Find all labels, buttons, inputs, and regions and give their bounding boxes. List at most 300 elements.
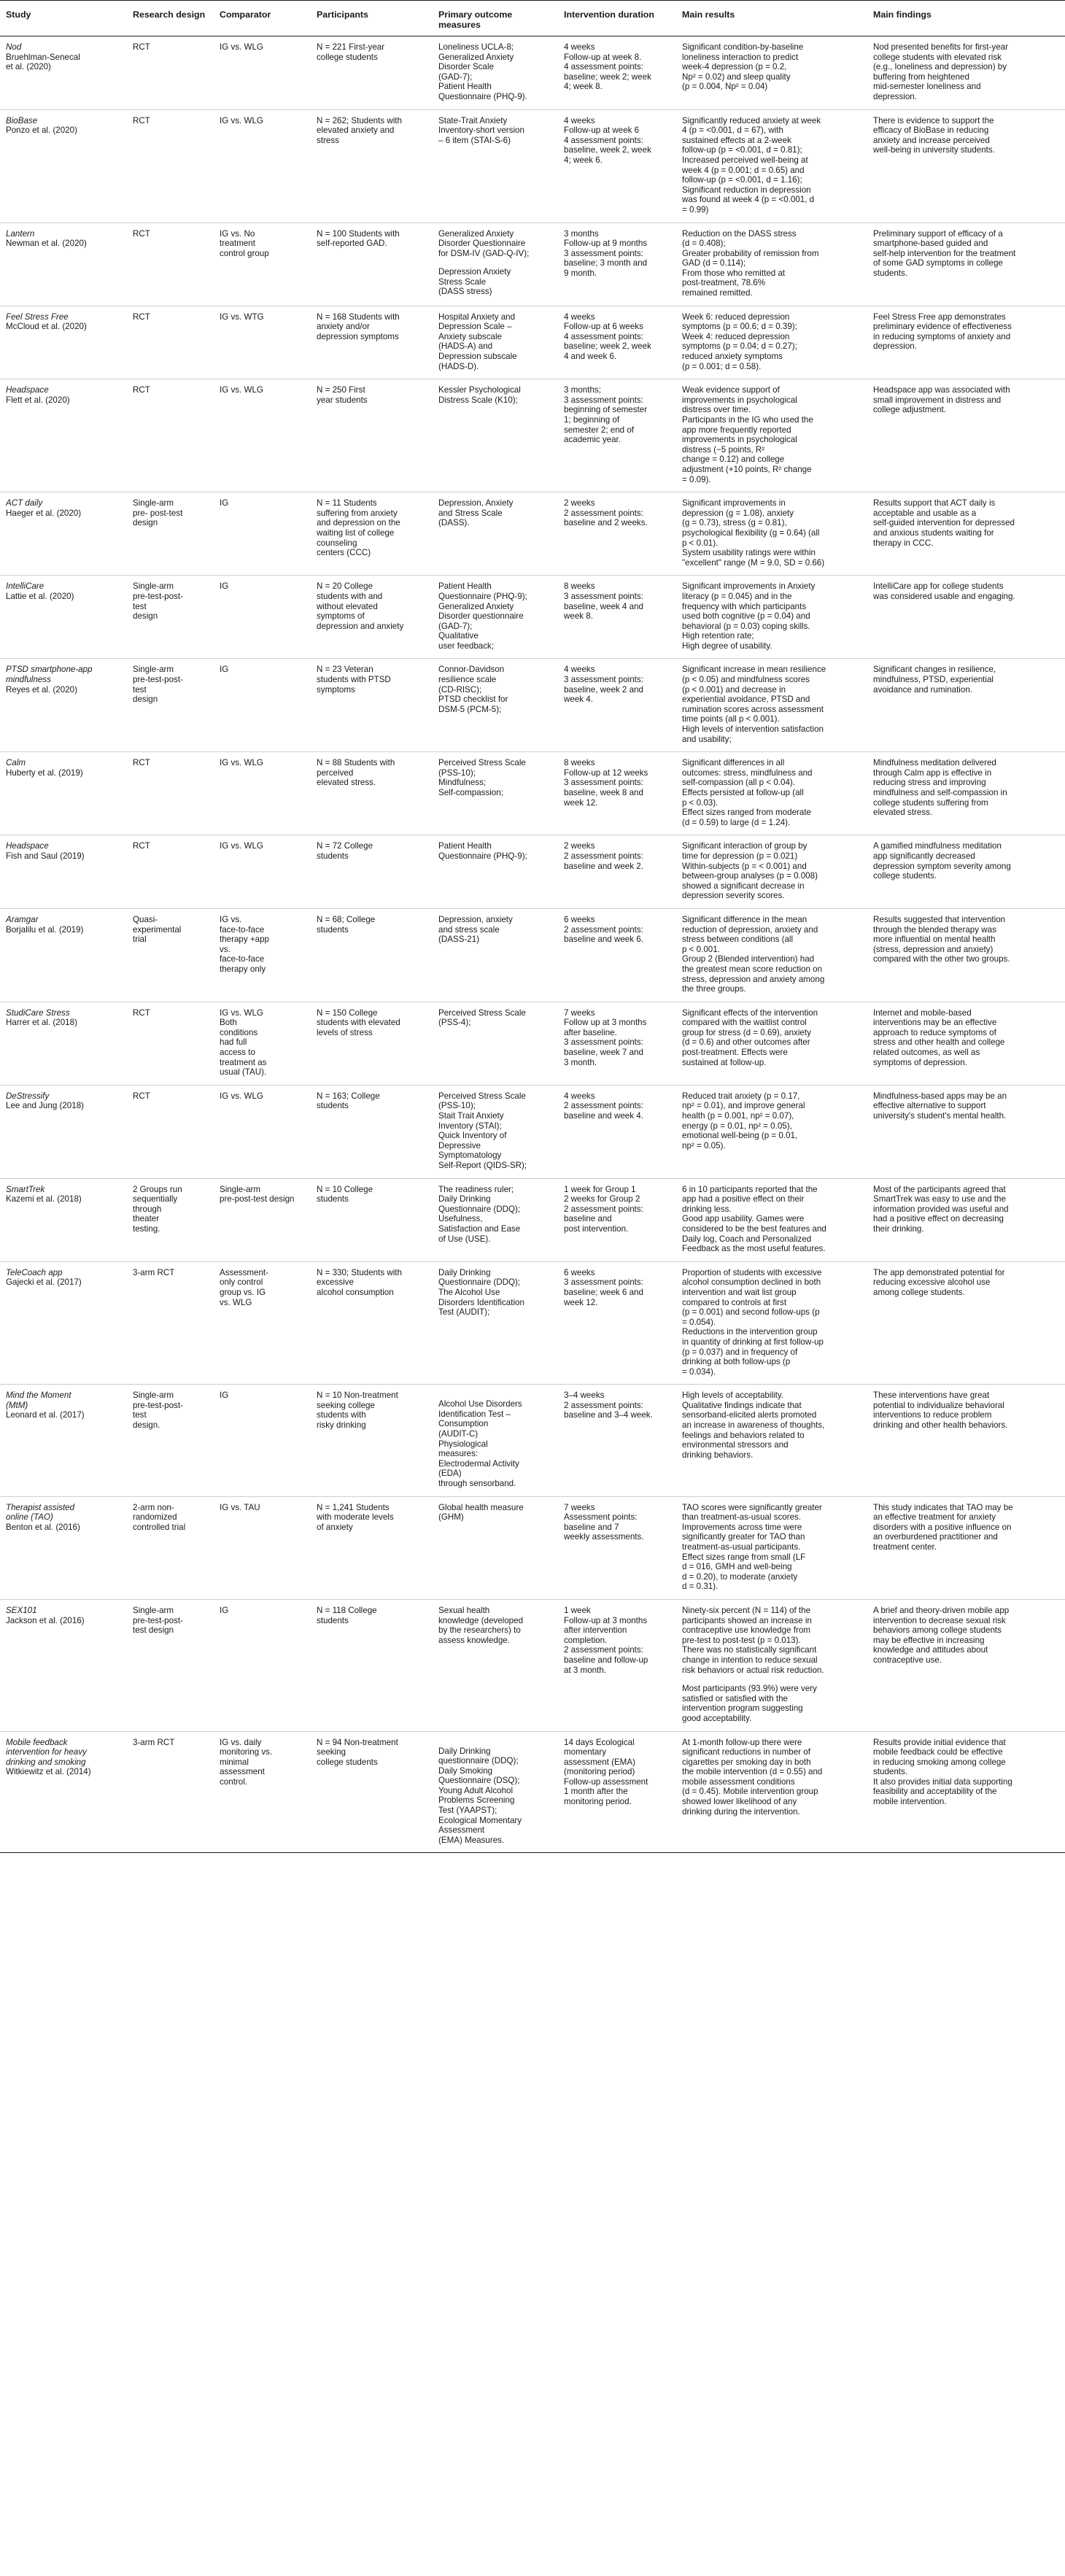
cell-text-line: The readiness ruler; (438, 1184, 514, 1194)
cell-text-line: 7 weeks (564, 1007, 595, 1018)
cell-findings (867, 36, 1065, 110)
cell-text-line: environmental stressors and (682, 1440, 789, 1450)
cell-text-line: their drinking. (873, 1223, 924, 1234)
cell-text-line: questionnaire (DDQ); (438, 1756, 519, 1766)
cell-comparator (214, 223, 311, 306)
cell-text-line: remained remitted. (682, 288, 753, 298)
cell-measures (433, 1002, 558, 1085)
cell-design (127, 1178, 214, 1261)
cell-text-line: of Use (USE). (438, 1234, 491, 1244)
cell-text-line: Mindfulness-based apps may be an (873, 1091, 1007, 1101)
cell-text-line: (AUDIT-C) (438, 1429, 479, 1439)
cell-text-line: Connor-Davidson (438, 665, 505, 675)
cell-text-line: suffering from anxiety (317, 508, 398, 518)
cell-text-line: outcomes: stress, mindfulness and (682, 767, 813, 778)
cell-text-line: Internet and mobile-based (873, 1007, 972, 1018)
cell-text-line: (EMA) Measures. (438, 1835, 505, 1845)
cell-text-line: an effective treatment for anxiety (873, 1512, 996, 1523)
cell-text-line: Nod presented benefits for first-year (873, 42, 1008, 52)
cell-text-line: 3 months (564, 228, 599, 239)
cell-text-line: IG vs. WLG (220, 1091, 263, 1101)
cell-study (0, 1178, 127, 1261)
cell-study (0, 576, 127, 659)
cell-text-line: Single-arm (133, 1605, 174, 1615)
cell-text-line: Mindfulness meditation delivered (873, 758, 996, 768)
cell-text-line: Sexual health (438, 1605, 490, 1615)
study-app-name: BioBase (6, 115, 38, 125)
cell-text-line: Most participants (93.9%) were very (682, 1684, 817, 1694)
cell-participants (311, 1385, 433, 1496)
cell-study (0, 1599, 127, 1731)
cell-text-line: therapy only (220, 964, 266, 974)
cell-text-line: through (133, 1204, 162, 1214)
cell-text-line: Questionnaire (DDQ); (438, 1277, 521, 1288)
cell-text-line: assess knowledge. (438, 1635, 510, 1645)
cell-text-line: symptoms of depression. (873, 1057, 967, 1067)
cell-text-line: Satisfaction and Ease (438, 1223, 521, 1234)
cell-text-line: Questionnaire (DSQ); (438, 1776, 520, 1786)
cell-text-line: Single-arm (220, 1184, 261, 1194)
cell-text-line: The Alcohol Use (438, 1287, 500, 1297)
cell-text-line: alcohol consumption declined in both (682, 1277, 821, 1288)
cell-text-line: considered to be the best features and (682, 1223, 826, 1234)
cell-text-line: 9 month. (564, 268, 597, 278)
cell-text-line: students with elevated (317, 1018, 400, 1028)
cell-text-line: SmartTrek was easy to use and the (873, 1194, 1006, 1204)
cell-text-line: (HADS-D). (438, 361, 479, 371)
cell-text-line: mindfulness, PTSD, experiential (873, 675, 994, 685)
cell-text-line: 4 weeks (564, 42, 595, 52)
cell-comparator (214, 1496, 311, 1599)
cell-text-line: IG (220, 498, 229, 508)
cell-text-line: baseline and week 4. (564, 1111, 643, 1121)
study-app-name: online (TAO) (6, 1512, 53, 1523)
cell-text-line: monitoring vs. (220, 1747, 273, 1757)
cell-text-line: 3-arm RCT (133, 1267, 175, 1277)
cell-findings (867, 1085, 1065, 1178)
cell-participants (311, 1599, 433, 1731)
cell-text-line: may be effective in increasing (873, 1635, 985, 1645)
cell-text-line: and stress scale (438, 924, 500, 935)
cell-results (676, 36, 867, 110)
cell-text-line: Follow-up at week 6 (564, 125, 640, 136)
table-row (0, 1085, 1065, 1178)
study-app-name: Headspace (6, 385, 49, 395)
cell-results (676, 1599, 867, 1731)
cell-text-line: symptoms (317, 684, 355, 695)
cell-text-line: N = 10 College (317, 1184, 373, 1194)
cell-text-line: at 3 month. (564, 1665, 607, 1675)
cell-text-line: Patient Health (438, 841, 492, 851)
cell-text-line: treatment (220, 239, 255, 249)
cell-text-line: np² = 0.01), and improve general (682, 1101, 805, 1111)
cell-text-line: college adjustment. (873, 405, 946, 415)
cell-comparator (214, 908, 311, 1002)
cell-text-line: students (317, 1615, 349, 1625)
cell-text-line: reducing stress and improving (873, 778, 986, 788)
cell-text-line: in quantity of drinking at first follow-up (682, 1337, 824, 1347)
cell-text-line: counseling (317, 538, 357, 548)
cell-text-line: IG vs. WLG (220, 841, 263, 851)
cell-text-line: N = 94 Non-treatment (317, 1737, 398, 1747)
cell-text-line: Questionnaire (PHQ-9). (438, 91, 527, 101)
cell-study (0, 1261, 127, 1385)
cell-text-line: Single-arm (133, 665, 174, 675)
cell-findings (867, 752, 1065, 835)
cell-spacer (438, 1391, 554, 1399)
cell-text-line: Feel Stress Free app demonstrates (873, 312, 1006, 322)
cell-text-line: Within-subjects (p = < 0.001) and (682, 861, 807, 871)
cell-text-line: From those who remitted at (682, 268, 786, 278)
cell-findings (867, 1178, 1065, 1261)
cell-text-line: alcohol consumption (317, 1287, 394, 1297)
cell-duration (558, 752, 676, 835)
cell-results (676, 835, 867, 909)
cell-text-line: RCT (133, 1007, 150, 1018)
study-reference: Reyes et al. (2020) (6, 684, 77, 695)
cell-text-line: depression. (873, 341, 917, 352)
cell-text-line: baseline; 3 month and (564, 258, 648, 268)
cell-text-line: post-treatment. Effects were (682, 1048, 788, 1058)
cell-text-line: Symptomatology (438, 1150, 502, 1161)
cell-text-line: university's student's mental health. (873, 1111, 1007, 1121)
cell-text-line: test design (133, 1625, 174, 1636)
cell-text-line: well-being in university students. (873, 145, 995, 155)
cell-text-line: Disorder Scale (438, 62, 495, 72)
cell-text-line: 1 week for Group 1 (564, 1184, 636, 1194)
cell-text-line: significantly greater for TAO than (682, 1532, 805, 1542)
cell-text-line: baseline; week 6 and (564, 1287, 643, 1297)
cell-text-line: (p = 0.001; d = 0.58). (682, 361, 762, 371)
cell-text-line: N = 23 Veteran (317, 665, 373, 675)
cell-text-line: baseline and 3–4 week. (564, 1410, 653, 1420)
cell-text-line: students with PTSD (317, 675, 391, 685)
cell-text-line: elevated stress. (317, 778, 376, 788)
cell-text-line: Questionnaire (DDQ); (438, 1204, 521, 1214)
cell-text-line: Week 4: reduced depression (682, 331, 790, 341)
cell-text-line: N = 168 Students with (317, 312, 400, 322)
cell-text-line: baseline, week 2, week (564, 145, 651, 155)
cell-text-line: Generalized Anxiety (438, 601, 514, 611)
study-app-name: Calm (6, 758, 26, 768)
cell-text-line: 3 assessment points: (564, 1037, 643, 1048)
study-reference: Witkiewitz et al. (2014) (6, 1767, 91, 1777)
cell-text-line: reduced anxiety symptoms (682, 352, 783, 362)
cell-text-line: Hospital Anxiety and (438, 312, 516, 322)
cell-text-line: Single-arm (133, 1391, 174, 1401)
cell-text-line: elevated anxiety and (317, 125, 395, 136)
cell-text-line: potential to individualize behavioral (873, 1400, 1004, 1410)
table-row (0, 1496, 1065, 1599)
cell-text-line: the three groups. (682, 984, 746, 994)
cell-text-line: Daily log, Coach and Personalized (682, 1234, 812, 1244)
cell-participants (311, 1496, 433, 1599)
cell-text-line: Alcohol Use Disorders (438, 1399, 522, 1409)
cell-text-line: = 0.09). (682, 474, 711, 484)
cell-text-line: Most of the participants agreed that (873, 1184, 1006, 1194)
cell-text-line: 4 weeks (564, 1091, 595, 1101)
cell-text-line: d = 0.20), to moderate (anxiety (682, 1571, 798, 1582)
cell-text-line: adjustment (+10 points, R² change (682, 464, 812, 474)
cell-text-line: 3 assessment points: (564, 1277, 643, 1288)
cell-design (127, 1496, 214, 1599)
cell-findings (867, 576, 1065, 659)
cell-text-line: by the researchers) to (438, 1625, 521, 1636)
cell-text-line: RCT (133, 115, 150, 125)
cell-text-line: Significant changes in resilience, (873, 665, 996, 675)
cell-participants (311, 36, 433, 110)
cell-text-line: pre-test-post- (133, 1400, 183, 1410)
header-main-results: Main results (676, 1, 867, 36)
cell-text-line: 6 weeks (564, 914, 595, 924)
cell-text-line: app had a positive effect on their (682, 1194, 805, 1204)
cell-text-line: (e.g., loneliness and depression) by (873, 62, 1007, 72)
cell-design (127, 1085, 214, 1178)
cell-text-line: (PSS-10); (438, 767, 476, 778)
cell-text-line: 4 and week 6. (564, 352, 617, 362)
cell-text-line: literacy (p = 0.045) and in the (682, 591, 792, 601)
cell-design (127, 659, 214, 752)
cell-text-line: monitoring period. (564, 1797, 632, 1807)
cell-text-line: drinking at both follow-ups (p (682, 1357, 791, 1367)
cell-text-line: Self-compassion; (438, 788, 503, 797)
cell-text-line: Electrodermal Activity (438, 1458, 519, 1469)
cell-text-line: baseline and (564, 1214, 612, 1224)
study-app-name: drinking and smoking (6, 1757, 86, 1767)
cell-text-line: students. (873, 268, 908, 278)
cell-findings (867, 1261, 1065, 1385)
table-row (0, 1731, 1065, 1853)
cell-text-line: centers (CCC) (317, 548, 371, 558)
cell-text-line: without elevated (317, 601, 378, 611)
cell-text-line: and usability; (682, 734, 732, 744)
cell-text-line: drinking less. (682, 1204, 732, 1214)
cell-text-line: contraceptive use knowledge from (682, 1625, 810, 1636)
cell-text-line: 2 weeks (564, 498, 595, 508)
cell-measures (433, 1261, 558, 1385)
cell-text-line: pre-test-post- (133, 675, 183, 685)
cell-text-line: IG vs. WTG (220, 312, 264, 322)
cell-design (127, 109, 214, 223)
cell-text-line: measures: (438, 1449, 479, 1459)
cell-text-line: Follow-up at week 8. (564, 52, 642, 62)
cell-text-line: (PSS-4); (438, 1018, 471, 1028)
cell-design (127, 379, 214, 492)
cell-text-line: usual (TAU). (220, 1067, 267, 1078)
cell-text-line: High retention rate; (682, 631, 754, 641)
cell-text-line: IG vs. daily (220, 1737, 262, 1747)
cell-results (676, 1178, 867, 1261)
cell-comparator (214, 1385, 311, 1496)
cell-findings (867, 379, 1065, 492)
study-app-name: IntelliCare (6, 581, 44, 592)
cell-text-line: N = 163; College (317, 1091, 380, 1101)
cell-comparator (214, 1599, 311, 1731)
cell-text-line: N = 1,241 Students (317, 1502, 390, 1512)
cell-duration (558, 306, 676, 379)
study-app-name: SEX101 (6, 1605, 37, 1615)
table-row (0, 1002, 1065, 1085)
cell-text-line: interventions to reduce problem (873, 1410, 992, 1420)
cell-text-line: stress between conditions (all (682, 935, 794, 945)
cell-text-line: Reduced trait anxiety (p = 0.17, (682, 1091, 800, 1101)
study-app-name: Mind the Moment (6, 1391, 71, 1401)
cell-text-line: satisfied or satisfied with the (682, 1693, 788, 1703)
study-app-name: TeleCoach app (6, 1267, 63, 1277)
study-reference: et al. (2020) (6, 62, 51, 72)
cell-text-line: knowledge (developed (438, 1615, 524, 1625)
cell-text-line: week 8. (564, 611, 593, 622)
cell-spacer (682, 1675, 863, 1684)
cell-design (127, 1599, 214, 1731)
cell-text-line: Disorder Questionnaire (438, 239, 526, 249)
cell-text-line: baseline, week 2 and (564, 684, 643, 695)
cell-text-line: through the blended therapy was (873, 924, 996, 935)
cell-findings (867, 1496, 1065, 1599)
cell-results (676, 492, 867, 576)
cell-text-line: At 1-month follow-up there were (682, 1737, 802, 1747)
cell-text-line: Weak evidence support of (682, 385, 780, 395)
cell-comparator (214, 1085, 311, 1178)
cell-study (0, 1731, 127, 1853)
cell-spacer (438, 1738, 554, 1747)
cell-text-line: Perceived Stress Scale (438, 1091, 526, 1101)
cell-text-line: Depressive (438, 1140, 481, 1150)
cell-text-line: 4 weeks (564, 312, 595, 322)
cell-text-line: Assessment- (220, 1267, 269, 1277)
cell-text-line: through sensorband. (438, 1479, 516, 1489)
cell-text-line: health (p = 0.001, np² = 0.07), (682, 1111, 794, 1121)
cell-text-line: (p < 0.05) and mindfulness scores (682, 675, 810, 685)
cell-study (0, 659, 127, 752)
cell-text-line: Depression, anxiety (438, 914, 513, 924)
cell-text-line: Daily Drinking (438, 1194, 491, 1204)
cell-text-line: 1; beginning of (564, 415, 620, 425)
cell-measures (433, 223, 558, 306)
cell-design (127, 908, 214, 1002)
cell-text-line: Questionnaire (PHQ-9); (438, 591, 527, 601)
cell-text-line: Daily Drinking (438, 1746, 491, 1756)
cell-text-line: of some GAD symptoms in college (873, 258, 1003, 268)
cell-measures (433, 306, 558, 379)
cell-results (676, 752, 867, 835)
cell-text-line: drinking behaviors. (682, 1450, 754, 1460)
cell-text-line: stress, depression and anxiety among (682, 974, 825, 984)
cell-text-line: reduction of depression, anxiety and (682, 924, 818, 935)
cell-text-line: feelings and behaviors related to (682, 1430, 805, 1440)
cell-text-line: Depression Anxiety (438, 267, 511, 277)
cell-text-line: Quick Inventory of (438, 1131, 507, 1141)
table-header-row (0, 1, 1065, 36)
cell-text-line: change = 0.12) and college (682, 455, 785, 465)
cell-text-line: 3 assessment points: (564, 248, 643, 258)
cell-text-line: 3-arm RCT (133, 1737, 175, 1747)
cell-design (127, 492, 214, 576)
cell-text-line: RCT (133, 42, 150, 52)
cell-text-line: p < 0.01). (682, 538, 719, 548)
cell-results (676, 1002, 867, 1085)
cell-participants (311, 908, 433, 1002)
cell-text-line: feasibility and acceptability of the (873, 1787, 997, 1797)
cell-text-line: Proportion of students with excessive (682, 1267, 822, 1277)
header-main-findings: Main findings (867, 1, 1065, 36)
cell-text-line: Quasi- (133, 914, 158, 924)
cell-text-line: Headspace app was associated with (873, 385, 1010, 395)
cell-text-line: (GHM) (438, 1512, 464, 1523)
cell-text-line: baseline and 2 weeks. (564, 518, 648, 528)
cell-comparator (214, 1261, 311, 1385)
cell-text-line: mid-semester loneliness and (873, 82, 981, 92)
cell-text-line: minimal (220, 1757, 249, 1767)
cell-text-line: Disorder questionnaire (438, 611, 524, 622)
cell-text-line: after intervention (564, 1625, 627, 1636)
cell-text-line: 4 weeks (564, 115, 595, 125)
cell-participants (311, 109, 433, 223)
study-reference: Lee and Jung (2018) (6, 1101, 85, 1111)
cell-text-line: baseline, week 7 and (564, 1048, 643, 1058)
cell-text-line: testing. (133, 1223, 160, 1234)
cell-text-line: 2 assessment points: (564, 924, 643, 935)
cell-duration (558, 223, 676, 306)
cell-measures (433, 1731, 558, 1853)
cell-text-line: in reducing symptoms of anxiety and (873, 331, 1011, 341)
study-reference: McCloud et al. (2020) (6, 322, 87, 332)
cell-text-line: symptoms of (317, 611, 365, 622)
cell-text-line: Results suggested that intervention (873, 914, 1006, 924)
cell-measures (433, 1085, 558, 1178)
cell-text-line: N = 150 College (317, 1007, 378, 1018)
cell-measures (433, 1178, 558, 1261)
cell-text-line: drinking during the intervention. (682, 1806, 800, 1817)
cell-text-line: N = 68; College (317, 914, 376, 924)
study-reference: Kazemi et al. (2018) (6, 1194, 82, 1204)
cell-text-line: after baseline. (564, 1027, 617, 1037)
cell-text-line: 14 days Ecological (564, 1737, 635, 1747)
cell-text-line: had full (220, 1037, 247, 1048)
cell-measures (433, 1599, 558, 1731)
cell-measures (433, 752, 558, 835)
cell-text-line: excessive (317, 1277, 354, 1288)
cell-text-line: information provided was useful and (873, 1204, 1009, 1214)
cell-duration (558, 835, 676, 909)
cell-text-line: baseline and week 6. (564, 935, 643, 945)
cell-duration (558, 1261, 676, 1385)
cell-text-line: N = 221 First-year (317, 42, 385, 52)
cell-text-line: self-reported GAD. (317, 239, 387, 249)
cell-text-line: RCT (133, 228, 150, 239)
cell-text-line: Participants in the IG who used the (682, 415, 813, 425)
study-reference: Leonard et al. (2017) (6, 1410, 85, 1420)
cell-design (127, 306, 214, 379)
cell-results (676, 1496, 867, 1599)
cell-text-line: N = 250 First (317, 385, 365, 395)
cell-text-line: related outcomes, as well as (873, 1048, 980, 1058)
cell-text-line: students (317, 924, 349, 935)
cell-text-line: Results provide initial evidence that (873, 1737, 1006, 1747)
cell-duration (558, 1085, 676, 1178)
cell-text-line: There is evidence to support the (873, 115, 994, 125)
cell-measures (433, 835, 558, 909)
cell-text-line: assessment (220, 1767, 265, 1777)
cell-text-line: 3 months; (564, 385, 601, 395)
cell-text-line: IG (220, 581, 229, 592)
cell-text-line: students. (873, 1767, 908, 1777)
cell-text-line: A brief and theory-driven mobile app (873, 1605, 1010, 1615)
cell-text-line: intervention to decrease sexual risk (873, 1615, 1006, 1625)
cell-text-line: Depression Scale – (438, 322, 512, 332)
study-reference: Fish and Saul (2019) (6, 851, 85, 861)
cell-participants (311, 1002, 433, 1085)
